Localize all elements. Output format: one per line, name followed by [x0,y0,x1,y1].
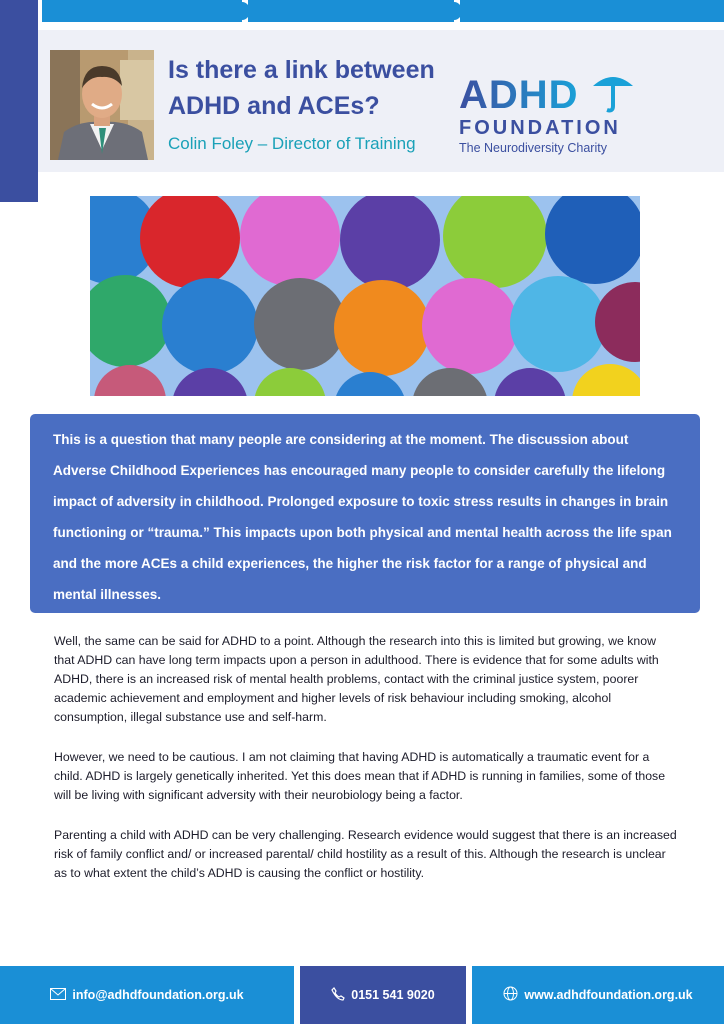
article-body [54,632,678,904]
adhd-foundation-logo [455,72,645,168]
body-paragraph: Well, the same can be said for ADHD to a point. Although the research into this is limited but growing, we know that ADHD can have long term impacts upon a person in adulthood. There is evidence that for some adults with ADHD, there is an increased risk of mental health problems, contact with the criminal justice system, poorer academic achievement and employment and higher levels of risk behaviour including smoking, alcohol consumption, illegal substance use and self-harm. [54,634,659,724]
author-photo [50,50,154,160]
author-byline: Colin Foley – Director of Training [168,134,416,153]
body-paragraph: Parenting a child with ADHD can be very challenging. Research evidence would suggest that there is an increased risk of family conflict and/ or increased parental/ child hostility as a result of this. Although the research is unclear as to what extent the child’s ADHD is causing the conflict or hostility. [54,828,677,880]
banner-piece [248,0,454,22]
footer-email-text[interactable]: info@adhdfoundation.org.uk [72,988,244,1002]
page-title-line: ADHD and ACEs? [168,92,380,120]
logo-word: FOUNDATION [459,117,621,139]
footer-email[interactable] [0,966,294,1024]
phone-icon [331,987,345,1004]
footer [0,966,724,1024]
umbrella-icon [593,77,633,111]
footer-phone-text[interactable]: 0151 541 9020 [351,988,435,1002]
globe-icon [503,986,518,1004]
footer-website[interactable] [472,966,724,1024]
intro-callout-text: This is a question that many people are considering at the moment. The discussion about Adverse Childhood Experiences has encouraged many people to consider carefully the lifelong impact of adversity in childhood. Prolonged exposure to toxic stress results in changes in brain functioning or “trauma.” This impacts upon both physical and mental health across the life span and the more ACEs a child experiences, the higher the risk factor for a range of physical and mental illnesses. [53,432,672,602]
top-banner-strip [0,0,724,30]
page-title [168,52,435,124]
umbrellas-photo [90,196,640,396]
footer-website-text[interactable]: www.adhdfoundation.org.uk [524,988,693,1002]
banner-piece [42,0,242,22]
banner-piece [460,0,724,22]
intro-callout [30,414,700,613]
envelope-icon [50,988,66,1003]
page-title-line: Is there a link between [168,56,435,84]
side-accent-bar [0,0,38,202]
header [0,30,724,172]
body-paragraph: However, we need to be cautious. I am not claiming that having ADHD is automatically a traumatic event for a child. ADHD is largely genetically inherited. Yet this does mean that if ADHD is running in families, some of those will be living with significant adversity with their neurobiology being a factor. [54,750,666,802]
logo-tagline: The Neurodiversity Charity [459,141,607,155]
footer-phone[interactable] [300,966,466,1024]
logo-name: ADHD [459,73,579,117]
